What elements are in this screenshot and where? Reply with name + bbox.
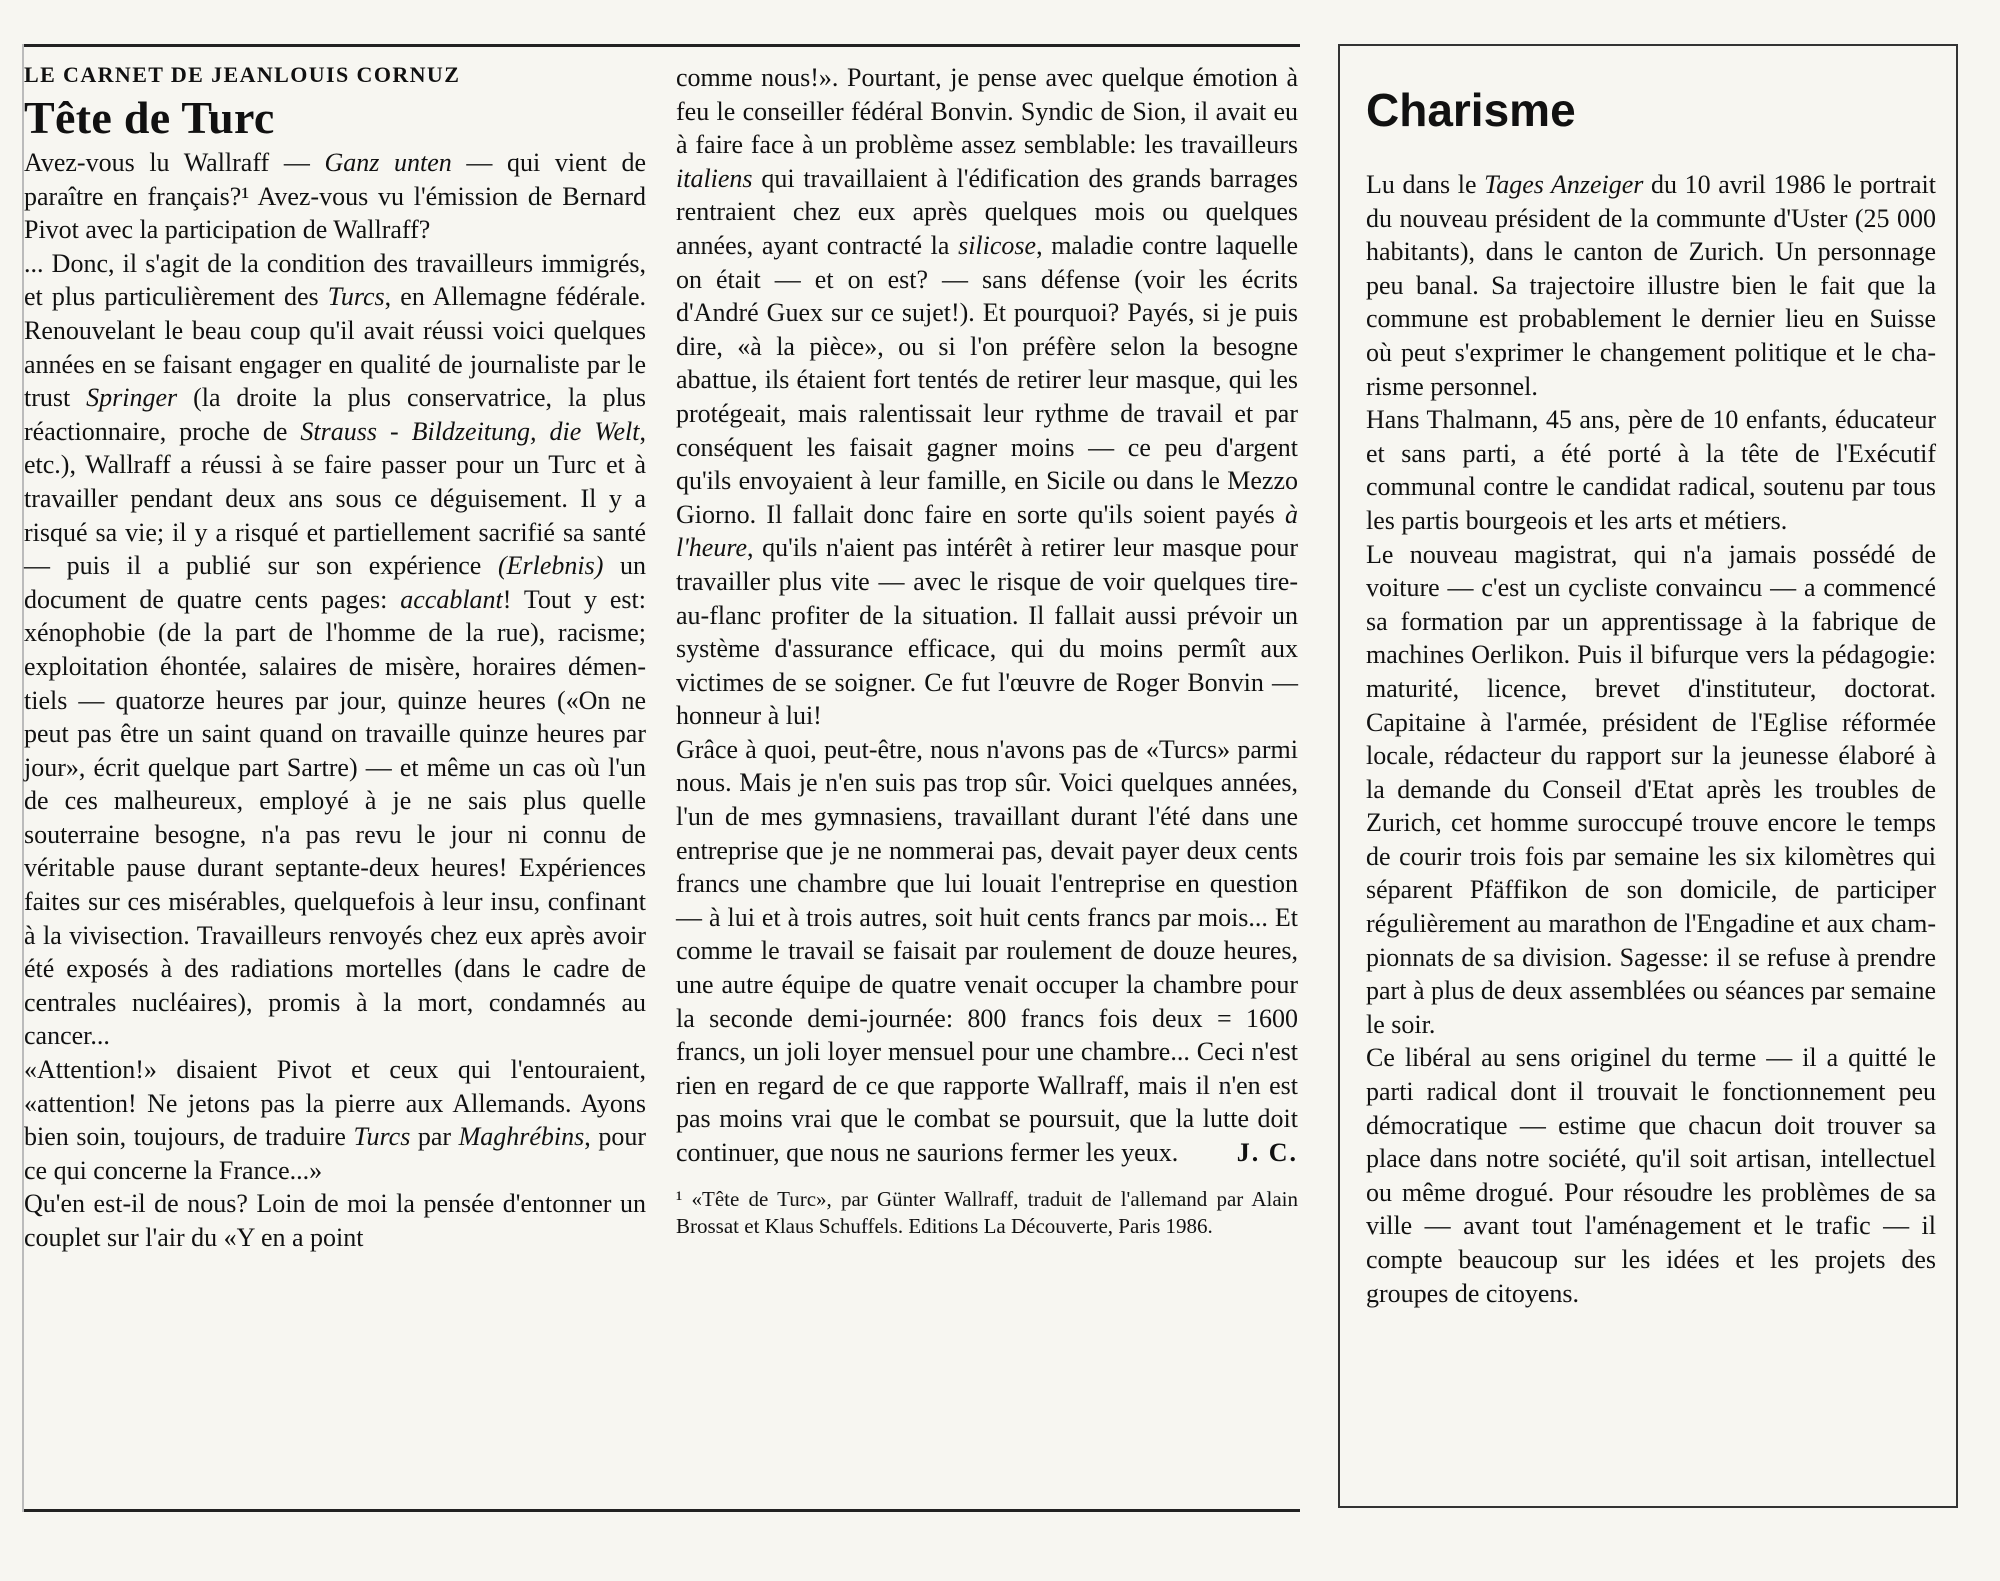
- text-run: Qu'en est-il de nous? Loin de moi la pensée d'entonner un couplet sur l'air du «Y en a point: [24, 1189, 646, 1252]
- italic-run: Strauss - Bildzeitung, die Welt: [300, 416, 640, 446]
- text-run: par: [410, 1122, 459, 1152]
- text-run: , qu'ils n'aient pas intérêt à retirer leur masque pour travailler plus vite — avec le risque de voir quelques tire-au-flanc profiter de la situation. Il fallait aussi prévoir un système d'assurance efficace, qui du moins permît aux victimes de se soigner. Ce fut l'œuvre de Roger Bonvin — honneur à lui!: [676, 533, 1298, 731]
- italic-run: Ganz unten: [324, 148, 452, 177]
- text-run: Lu dans le: [1366, 170, 1485, 199]
- article-title: Tête de Turc: [24, 92, 275, 143]
- text-run: du 10 avril 1986 le portrait du nouveau président de la communte d'Uster (25 000 habitants), dans le canton de Zurich. Un personnage peu banal. Sa trajectoire illustre bien le fait que la commune est probablement le dernier lieu en Suisse où peut s'exprimer le changement politique et le charisme personnel.: [1366, 170, 1936, 401]
- text-run: , pour ce qui concerne la France...»: [24, 1122, 646, 1185]
- text-run: «Attention!» disaient Pivot et ceux qui l'entouraient, «attention! Ne jetons pas la pierre aux Allemands. Ayons bien soin, toujours, de traduire: [24, 1055, 646, 1152]
- bottom-rule: [22, 1509, 1300, 1512]
- italic-run: accablant: [400, 584, 503, 614]
- italic-run: Maghrébins: [458, 1122, 585, 1152]
- text-run: ... Donc, il s'agit de la condition des travailleurs immigrés, et plus particulièrement des: [24, 248, 646, 312]
- article-paragraph-2: [24, 247, 646, 1053]
- text-run: (la droite la plus conservatrice, la plus réactionnaire, proche de: [24, 383, 646, 446]
- article-paragraph-1: [24, 146, 646, 247]
- sidebar-column: [1366, 80, 1936, 1310]
- italic-run: italiens: [676, 163, 753, 193]
- text-run: un document de quatre cents pages:: [24, 551, 647, 614]
- italic-run: Turcs: [353, 1122, 411, 1152]
- top-rule: [22, 44, 1300, 47]
- text-run: , etc.), Wallraff a réussi à se faire passer pour un Turc et à travailler pendant deux ans sous ce déguisement. Il y a risqué sa vie; il y a risqué et partiellement sacrifié sa santé — puis il a publié sur son expérience: [24, 416, 647, 581]
- text-run: , maladie contre laquelle on était — et on est? — sans défense (voir les écrits d'André Guex sur ce sujet!). Et pourquoi? Payés, si je puis dire, «à la pièce», ou si l'on préfère selon la besogne abattue, ils étaient fort tentés de retirer leur masque, qui les protégeait, mais ralentissait leur rythme de travail et par conséquent les faisait gagner moins — ce peu d'argent qu'ils envoyaient à leur famille, en Sicile ou dans le Mezzo Giorno. Il fallait donc faire en sorte qu'ils soient payés: [676, 230, 1298, 529]
- sidebar-paragraph-2: Hans Thalmann, 45 ans, père de 10 enfants, éducateur et sans parti, a été porté à la tête de l'Exécutif communal contre le candidat radical, soutenu par tous les partis bourgeois et les arts et métiers.: [1366, 405, 1936, 535]
- sidebar-paragraph-3: Le nouveau magistrat, qui n'a jamais possédé de voiture — c'est un cycliste convaincu — a commencé sa formation par un apprentissage à la fabrique de machines Oerlikon. Puis il bifurque vers la pédagogie: maturité, licence, brevet d'instituteur, doctorat. Capitaine à l'armée, président de l'Eglise réformée locale, rédacteur du rapport sur la jeunesse élaboré à la demande du Conseil d'Etat après les troubles de Zurich, cet homme suroccupé trouve encore le temps de courir trois fois par semaine les six kilomètres qui séparent Pfäffikon de son domicile, de participer régulièrement au marathon de l'Engadine et aux championnats de sa division. Sagesse: il se refuse à prendre part à plus de deux assemblées ou séances par semaine le soir.: [1366, 539, 1936, 1039]
- article-paragraph-3: [24, 1053, 646, 1187]
- text-run: qui travaillaient à l'édification des grands barrages rentraient chez eux après quelques mois ou quelques années, ayant contracté la: [676, 163, 1298, 260]
- article-paragraph-4-start: [24, 1187, 646, 1254]
- article-column-1: [24, 60, 646, 1255]
- text-run: Grâce à quoi, peut-être, nous n'avons pas de «Turcs» parmi nous. Mais je n'en suis pas trop sûr. Voici quelques années, l'un de mes gymnasiens, travaillant durant l'été dans une entreprise que je ne nommerai pas, devait payer deux cents francs une chambre que lui louait l'entreprise en question — à lui et à trois autres, soit huit cents francs par mois... Et comme le travail se faisait par roulement de douze heures, une autre équipe de quatre venait occuper la chambre pour la seconde demi-journée: 800 francs fois deux = 1600 francs, un joli loyer mensuel pour une chambre... Ceci n'est rien en regard de ce que rapporte Wallraff, mais il n'en est pas moins vrai que le combat se poursuit, que la lutte doit continuer, que nous ne saurions fermer les yeux.: [676, 734, 1298, 1167]
- article-signature: J. C.: [1236, 1138, 1298, 1167]
- article-column-2: [676, 61, 1298, 1240]
- text-run: , en Allemagne fédérale. Renouvelant le beau coup qu'il avait réussi voici quelques années en se faisant engager en qualité de journaliste par le trust: [24, 282, 647, 413]
- italic-run: Turcs: [327, 282, 385, 312]
- sidebar-title: Charisme: [1366, 84, 1576, 136]
- italic-run: silicose: [958, 230, 1037, 260]
- italic-run: Tages Anzeiger: [1484, 170, 1644, 199]
- sidebar-paragraph-4: Ce libéral au sens originel du terme — il a quitté le parti radical dont il trouvait le fonctionnement peu démocratique — estime que chacun doit trouver sa place dans notre société, qu'il soit artisan, intellectuel ou même drogué. Pour résoudre les problèmes de sa ville — avant tout l'aménagement et le trafic — il compte beaucoup sur les idées et les projets des groupes de citoyens.: [1366, 1043, 1936, 1308]
- article-paragraph-5: [676, 733, 1298, 1170]
- italic-run: (Erlebnis): [497, 551, 604, 581]
- text-run: comme nous!». Pourtant, je pense avec quelque émotion à feu le conseiller fédéral Bonvin. Syndic de Sion, il avait eu à faire face à un problème assez semblable: les travailleurs: [676, 63, 1298, 160]
- italic-run: Springer: [86, 383, 178, 413]
- text-run: Avez-vous lu Wallraff —: [24, 148, 325, 177]
- article-footnote: ¹ «Tête de Turc», par Günter Wallraff, traduit de l'allemand par Alain Brossat et Klaus Schuffels. Editions La Découverte, Paris 1986.: [676, 1186, 1298, 1238]
- article-kicker: LE CARNET DE JEANLOUIS CORNUZ: [24, 62, 461, 87]
- text-run: ! Tout y est: xénophobie (de la part de l'homme de la rue), racisme; exploitation éhontée, salaires de misère, horaires démentiels — quatorze heures par jour, quinze heures («On ne peut pas être un saint quand on travaille quinze heures par jour», écrit quelque part Sartre) — et même un cas où l'un de ces malheureux, employé à je ne sais plus quelle souterraine besogne, n'a pas revu le jour ni connu de véritable pause durant septante-deux heures! Expériences faites sur ces misérables, quelquefois à leur insu, confinant à la vivisection. Travailleurs renvoyés chez eux après avoir été exposés à des radiations mortelles (dans le cadre de centrales nucléaires), promis à la mort, condamnés au cancer...: [24, 584, 646, 1051]
- text-run: — qui vient de paraître en français?¹ Avez-vous vu l'émission de Bernard Pivot avec la participation de Wallraff?: [24, 148, 646, 245]
- italic-run: à l'heure: [676, 499, 1298, 563]
- sidebar-paragraph-1: [1366, 168, 1936, 403]
- article-paragraph-4-continued: [676, 61, 1298, 733]
